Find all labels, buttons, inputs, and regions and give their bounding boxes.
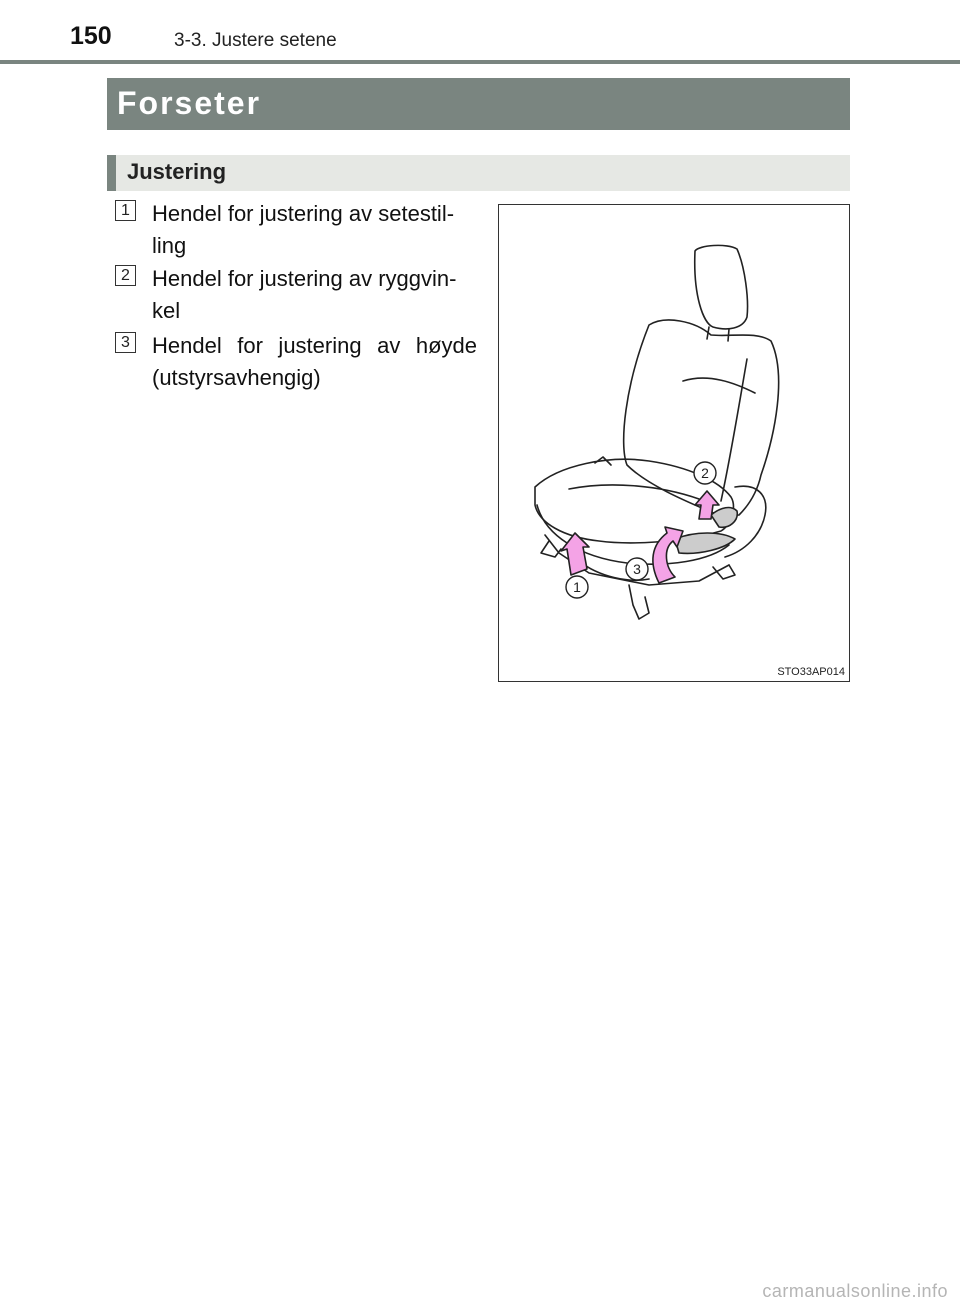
item-text: Hendel for justering av ryggvin- kel xyxy=(152,266,457,323)
header-rule xyxy=(0,60,960,64)
item-text: Hendel for justering av setestil- ling xyxy=(152,201,455,258)
list-item xyxy=(115,330,477,394)
seat-cushion-seam xyxy=(569,485,699,499)
subsection-title: Justering xyxy=(127,159,227,184)
section-path: 3-3. Justere setene xyxy=(174,30,337,51)
svg-text:3: 3 xyxy=(633,561,641,577)
title-bar xyxy=(107,78,850,130)
item-number-badge: 2 xyxy=(115,265,136,286)
svg-text:2: 2 xyxy=(701,465,709,481)
seat-back-seam xyxy=(683,378,755,393)
callout-3 xyxy=(626,558,648,580)
rear-foot-1 xyxy=(629,585,649,619)
arrow-3 xyxy=(653,527,683,583)
callout-1 xyxy=(566,576,588,598)
height-lever xyxy=(675,533,735,553)
callout-2 xyxy=(694,462,716,484)
seat-illustration-figure xyxy=(498,204,850,682)
seat-back-bolster xyxy=(721,359,747,501)
svg-text:1: 1 xyxy=(573,579,581,595)
list-item xyxy=(115,263,477,327)
watermark: carmanualsonline.info xyxy=(762,1281,948,1301)
list-item xyxy=(115,198,477,262)
item-text: Hendel for justering av høyde (utstyrsavhengig) xyxy=(152,333,477,390)
recline-lever xyxy=(711,508,737,528)
page-number: 150 xyxy=(70,22,112,50)
page-title: Forseter xyxy=(117,85,262,121)
subsection-bar xyxy=(107,155,850,191)
headrest xyxy=(695,245,748,328)
seat-illustration xyxy=(499,205,849,681)
item-number-badge: 3 xyxy=(115,332,136,353)
figure-code: STO33AP014 xyxy=(777,666,845,678)
item-number-badge: 1 xyxy=(115,200,136,221)
